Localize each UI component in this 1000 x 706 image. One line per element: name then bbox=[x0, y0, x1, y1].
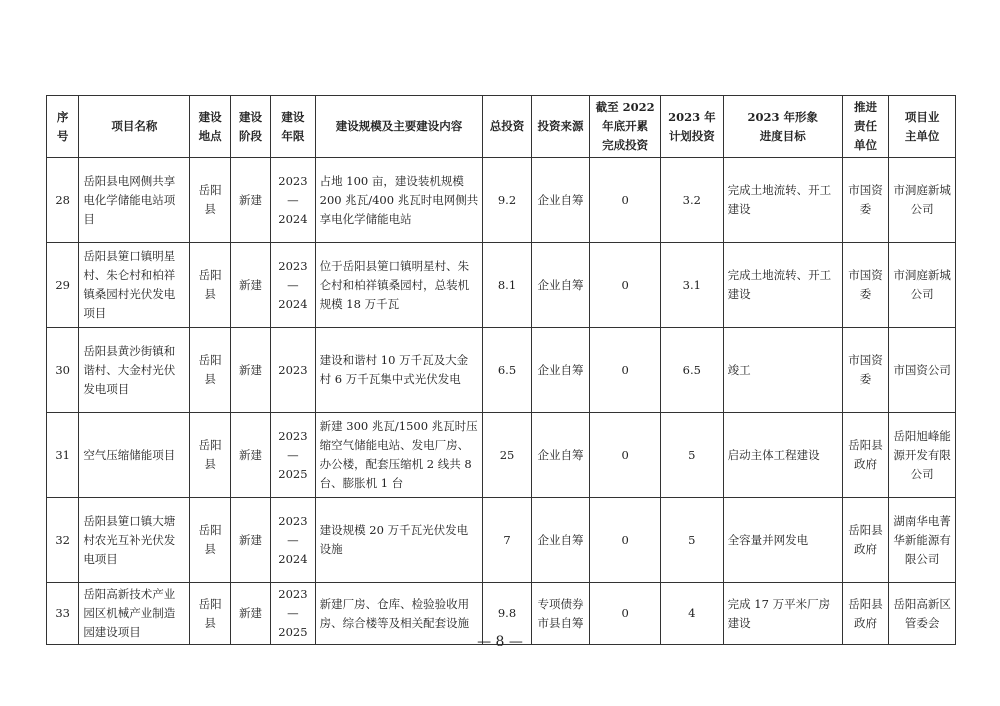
cell-index: 31 bbox=[47, 413, 79, 498]
cell-total-investment: 8.1 bbox=[483, 243, 531, 328]
header-owner-unit: 项目业 主单位 bbox=[889, 96, 956, 158]
cell-cumulative-2022: 0 bbox=[590, 498, 661, 583]
cell-cumulative-2022: 0 bbox=[590, 413, 661, 498]
cell-period: 2023—2025 bbox=[271, 413, 315, 498]
cell-index: 33 bbox=[47, 583, 79, 645]
cell-total-investment: 7 bbox=[483, 498, 531, 583]
cell-project-name: 岳阳县黄沙街镇和谐村、大金村光伏发电项目 bbox=[79, 328, 190, 413]
cell-period: 2023—2025 bbox=[271, 583, 315, 645]
header-plan-2023: 2023 年 计划投资 bbox=[661, 96, 724, 158]
cell-project-name: 岳阳县电网侧共享电化学储能电站项目 bbox=[79, 158, 190, 243]
header-location: 建设 地点 bbox=[190, 96, 230, 158]
cell-scope: 建设规模 20 万千瓦光伏发电设施 bbox=[315, 498, 483, 583]
cell-scope: 新建厂房、仓库、检验验收用房、综合楼等及相关配套设施 bbox=[315, 583, 483, 645]
table-row bbox=[47, 498, 956, 583]
cell-location: 岳阳县 bbox=[190, 413, 230, 498]
cell-progress-goal-2023: 完成土地流转、开工建设 bbox=[723, 243, 842, 328]
cell-progress-goal-2023: 启动主体工程建设 bbox=[723, 413, 842, 498]
cell-project-name: 空气压缩储能项目 bbox=[79, 413, 190, 498]
cell-responsible-unit: 市国资委 bbox=[842, 243, 888, 328]
cell-scope: 位于岳阳县筻口镇明星村、朱仑村和柏祥镇桑园村，总装机规模 18 万千瓦 bbox=[315, 243, 483, 328]
cell-progress-goal-2023: 竣工 bbox=[723, 328, 842, 413]
cell-scope: 建设和谐村 10 万千瓦及大金村 6 万千瓦集中式光伏发电 bbox=[315, 328, 483, 413]
cell-funding-source: 企业自筹 bbox=[531, 498, 590, 583]
cell-scope: 新建 300 兆瓦/1500 兆瓦时压缩空气储能电站、发电厂房、办公楼，配套压缩机 2 线共 8 台、膨胀机 1 台 bbox=[315, 413, 483, 498]
project-table bbox=[46, 95, 956, 645]
header-period: 建设 年限 bbox=[271, 96, 315, 158]
cell-stage: 新建 bbox=[230, 328, 270, 413]
cell-project-name: 岳阳县筻口镇大塘村农光互补光伏发电项目 bbox=[79, 498, 190, 583]
cell-location: 岳阳县 bbox=[190, 328, 230, 413]
cell-plan-2023: 4 bbox=[661, 583, 724, 645]
cell-plan-2023: 5 bbox=[661, 413, 724, 498]
cell-responsible-unit: 岳阳县政府 bbox=[842, 498, 888, 583]
cell-stage: 新建 bbox=[230, 158, 270, 243]
cell-owner-unit: 岳阳高新区管委会 bbox=[889, 583, 956, 645]
page-number: — 8 — bbox=[477, 634, 523, 650]
cell-index: 29 bbox=[47, 243, 79, 328]
cell-total-investment: 9.2 bbox=[483, 158, 531, 243]
header-responsible-unit: 推进 责任 单位 bbox=[842, 96, 888, 158]
header-stage: 建设 阶段 bbox=[230, 96, 270, 158]
cell-owner-unit: 岳阳旭峰能源开发有限公司 bbox=[889, 413, 956, 498]
cell-funding-source: 企业自筹 bbox=[531, 328, 590, 413]
cell-period: 2023—2024 bbox=[271, 243, 315, 328]
cell-location: 岳阳县 bbox=[190, 498, 230, 583]
cell-period: 2023—2024 bbox=[271, 498, 315, 583]
cell-index: 32 bbox=[47, 498, 79, 583]
cell-progress-goal-2023: 全容量并网发电 bbox=[723, 498, 842, 583]
cell-progress-goal-2023: 完成 17 万平米厂房建设 bbox=[723, 583, 842, 645]
cell-plan-2023: 5 bbox=[661, 498, 724, 583]
table-row bbox=[47, 328, 956, 413]
header-progress-goal-2023: 2023 年形象 进度目标 bbox=[723, 96, 842, 158]
table-row bbox=[47, 158, 956, 243]
cell-plan-2023: 3.2 bbox=[661, 158, 724, 243]
cell-funding-source: 企业自筹 bbox=[531, 158, 590, 243]
cell-total-investment: 6.5 bbox=[483, 328, 531, 413]
cell-funding-source: 专项债券 市县自筹 bbox=[531, 583, 590, 645]
cell-owner-unit: 市洞庭新城公司 bbox=[889, 243, 956, 328]
cell-total-investment: 9.8 bbox=[483, 583, 531, 645]
cell-owner-unit: 市国资公司 bbox=[889, 328, 956, 413]
cell-stage: 新建 bbox=[230, 583, 270, 645]
cell-progress-goal-2023: 完成土地流转、开工建设 bbox=[723, 158, 842, 243]
cell-stage: 新建 bbox=[230, 498, 270, 583]
cell-project-name: 岳阳县筻口镇明星村、朱仑村和柏祥镇桑园村光伏发电项目 bbox=[79, 243, 190, 328]
cell-responsible-unit: 岳阳县政府 bbox=[842, 583, 888, 645]
cell-index: 28 bbox=[47, 158, 79, 243]
cell-responsible-unit: 市国资委 bbox=[842, 158, 888, 243]
cell-stage: 新建 bbox=[230, 243, 270, 328]
cell-location: 岳阳县 bbox=[190, 158, 230, 243]
cell-location: 岳阳县 bbox=[190, 243, 230, 328]
cell-funding-source: 企业自筹 bbox=[531, 413, 590, 498]
table-header-row bbox=[47, 96, 956, 158]
table-row bbox=[47, 413, 956, 498]
cell-location: 岳阳县 bbox=[190, 583, 230, 645]
cell-funding-source: 企业自筹 bbox=[531, 243, 590, 328]
cell-period: 2023 bbox=[271, 328, 315, 413]
header-index: 序 号 bbox=[47, 96, 79, 158]
cell-project-name: 岳阳高新技术产业园区机械产业制造园建设项目 bbox=[79, 583, 190, 645]
cell-total-investment: 25 bbox=[483, 413, 531, 498]
table-row bbox=[47, 243, 956, 328]
cell-plan-2023: 3.1 bbox=[661, 243, 724, 328]
header-cumulative-2022: 截至 2022 年底开累 完成投资 bbox=[590, 96, 661, 158]
cell-period: 2023—2024 bbox=[271, 158, 315, 243]
cell-scope: 占地 100 亩，建设装机规模 200 兆瓦/400 兆瓦时电网侧共享电化学储能电站 bbox=[315, 158, 483, 243]
cell-cumulative-2022: 0 bbox=[590, 243, 661, 328]
cell-plan-2023: 6.5 bbox=[661, 328, 724, 413]
header-scope: 建设规模及主要建设内容 bbox=[315, 96, 483, 158]
cell-owner-unit: 湖南华电菁华新能源有限公司 bbox=[889, 498, 956, 583]
cell-responsible-unit: 市国资委 bbox=[842, 328, 888, 413]
cell-responsible-unit: 岳阳县政府 bbox=[842, 413, 888, 498]
cell-cumulative-2022: 0 bbox=[590, 583, 661, 645]
cell-index: 30 bbox=[47, 328, 79, 413]
cell-cumulative-2022: 0 bbox=[590, 328, 661, 413]
header-total-investment: 总投资 bbox=[483, 96, 531, 158]
cell-stage: 新建 bbox=[230, 413, 270, 498]
cell-cumulative-2022: 0 bbox=[590, 158, 661, 243]
header-project-name: 项目名称 bbox=[79, 96, 190, 158]
cell-owner-unit: 市洞庭新城公司 bbox=[889, 158, 956, 243]
header-funding-source: 投资来源 bbox=[531, 96, 590, 158]
